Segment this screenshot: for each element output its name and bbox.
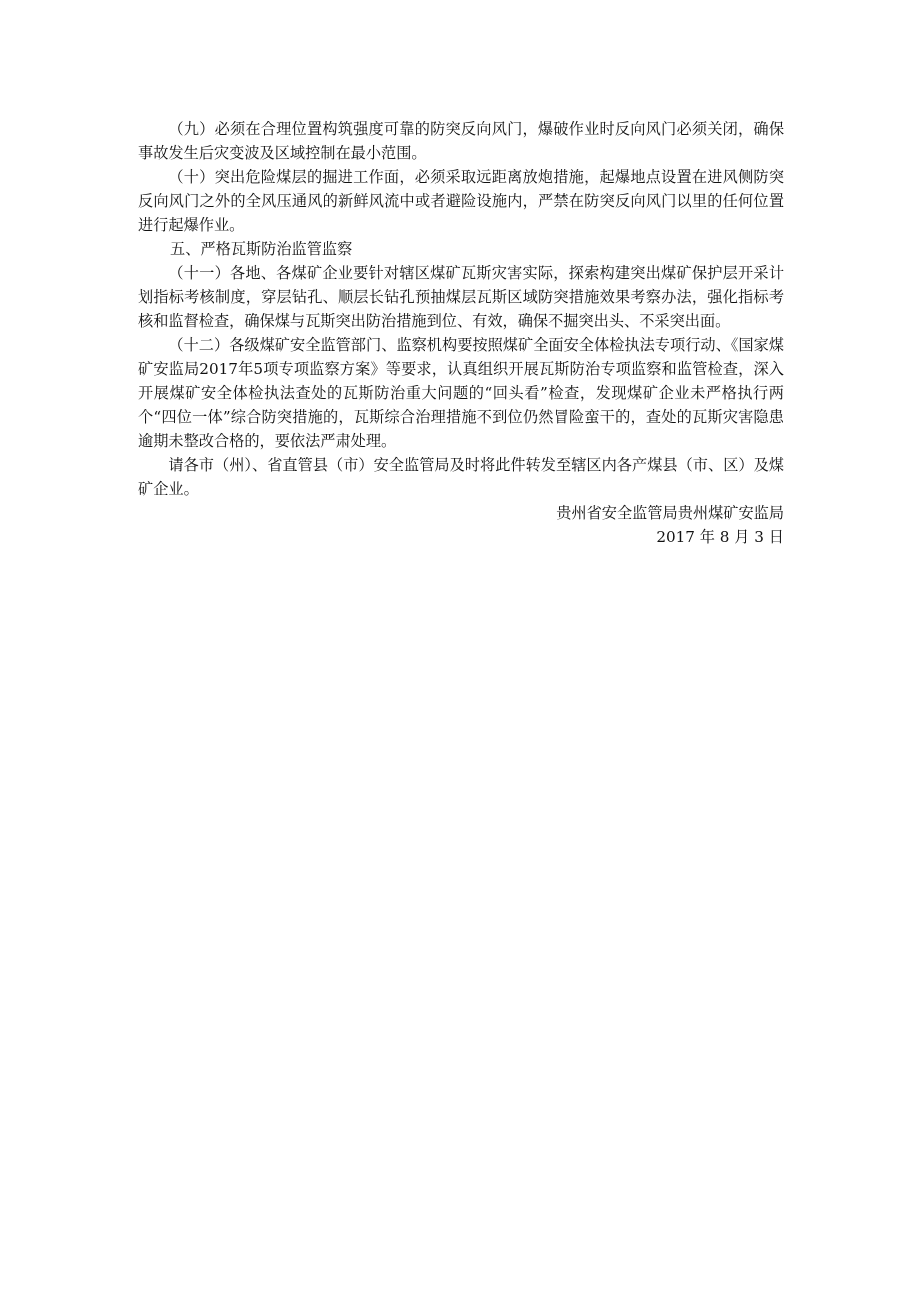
paragraph-ten: （十）突出危险煤层的掘进工作面，必须采取远距离放炮措施，起爆地点设置在进风侧防突反向风门之外的全风压通风的新鲜风流中或者避险设施内，严禁在防突反向风门以里的任何位置进行起爆作业。 bbox=[138, 168, 784, 234]
paragraph-twelve: （十二）各级煤矿安全监管部门、监察机构要按照煤矿全面安全体检执法专项行动、《国家煤矿安监局2017年5项专项监察方案》等要求，认真组织开展瓦斯防治专项监察和监管检查，深入开展煤矿安全体检执法查处的瓦斯防治重大问题的“回头看”检查，发现煤矿企业未严格执行两个“四位一体”综合防突措施的，瓦斯综合治理措施不到位仍然冒险蛮干的，查处的瓦斯灾害隐患逾期未整改合格的，要依法严肃处理。 bbox=[138, 336, 784, 450]
signature-date: 2017 年 8 月 3 日 bbox=[656, 528, 784, 546]
paragraph-forwarding-request: 请各市（州）、省直管县（市）安全监管局及时将此件转发至辖区内各产煤县（市、区）及煤矿企业。 bbox=[138, 456, 784, 498]
paragraph-nine: （九）必须在合理位置构筑强度可靠的防突反向风门，爆破作业时反向风门必须关闭，确保事故发生后灾变波及区域控制在最小范围。 bbox=[138, 120, 784, 162]
paragraph-eleven: （十一）各地、各煤矿企业要针对辖区煤矿瓦斯灾害实际，探索构建突出煤矿保护层开采计划指标考核制度，穿层钻孔、顺层长钻孔预抽煤层瓦斯区域防突措施效果考察办法，强化指标考核和监督检查，确保煤与瓦斯突出防治措施到位、有效，确保不掘突出头、不采突出面。 bbox=[138, 264, 784, 330]
signature-issuer: 贵州省安全监管局贵州煤矿安监局 bbox=[556, 504, 784, 522]
document-body bbox=[138, 117, 784, 549]
section-heading: 五、严格瓦斯防治监管监察 bbox=[170, 240, 353, 258]
